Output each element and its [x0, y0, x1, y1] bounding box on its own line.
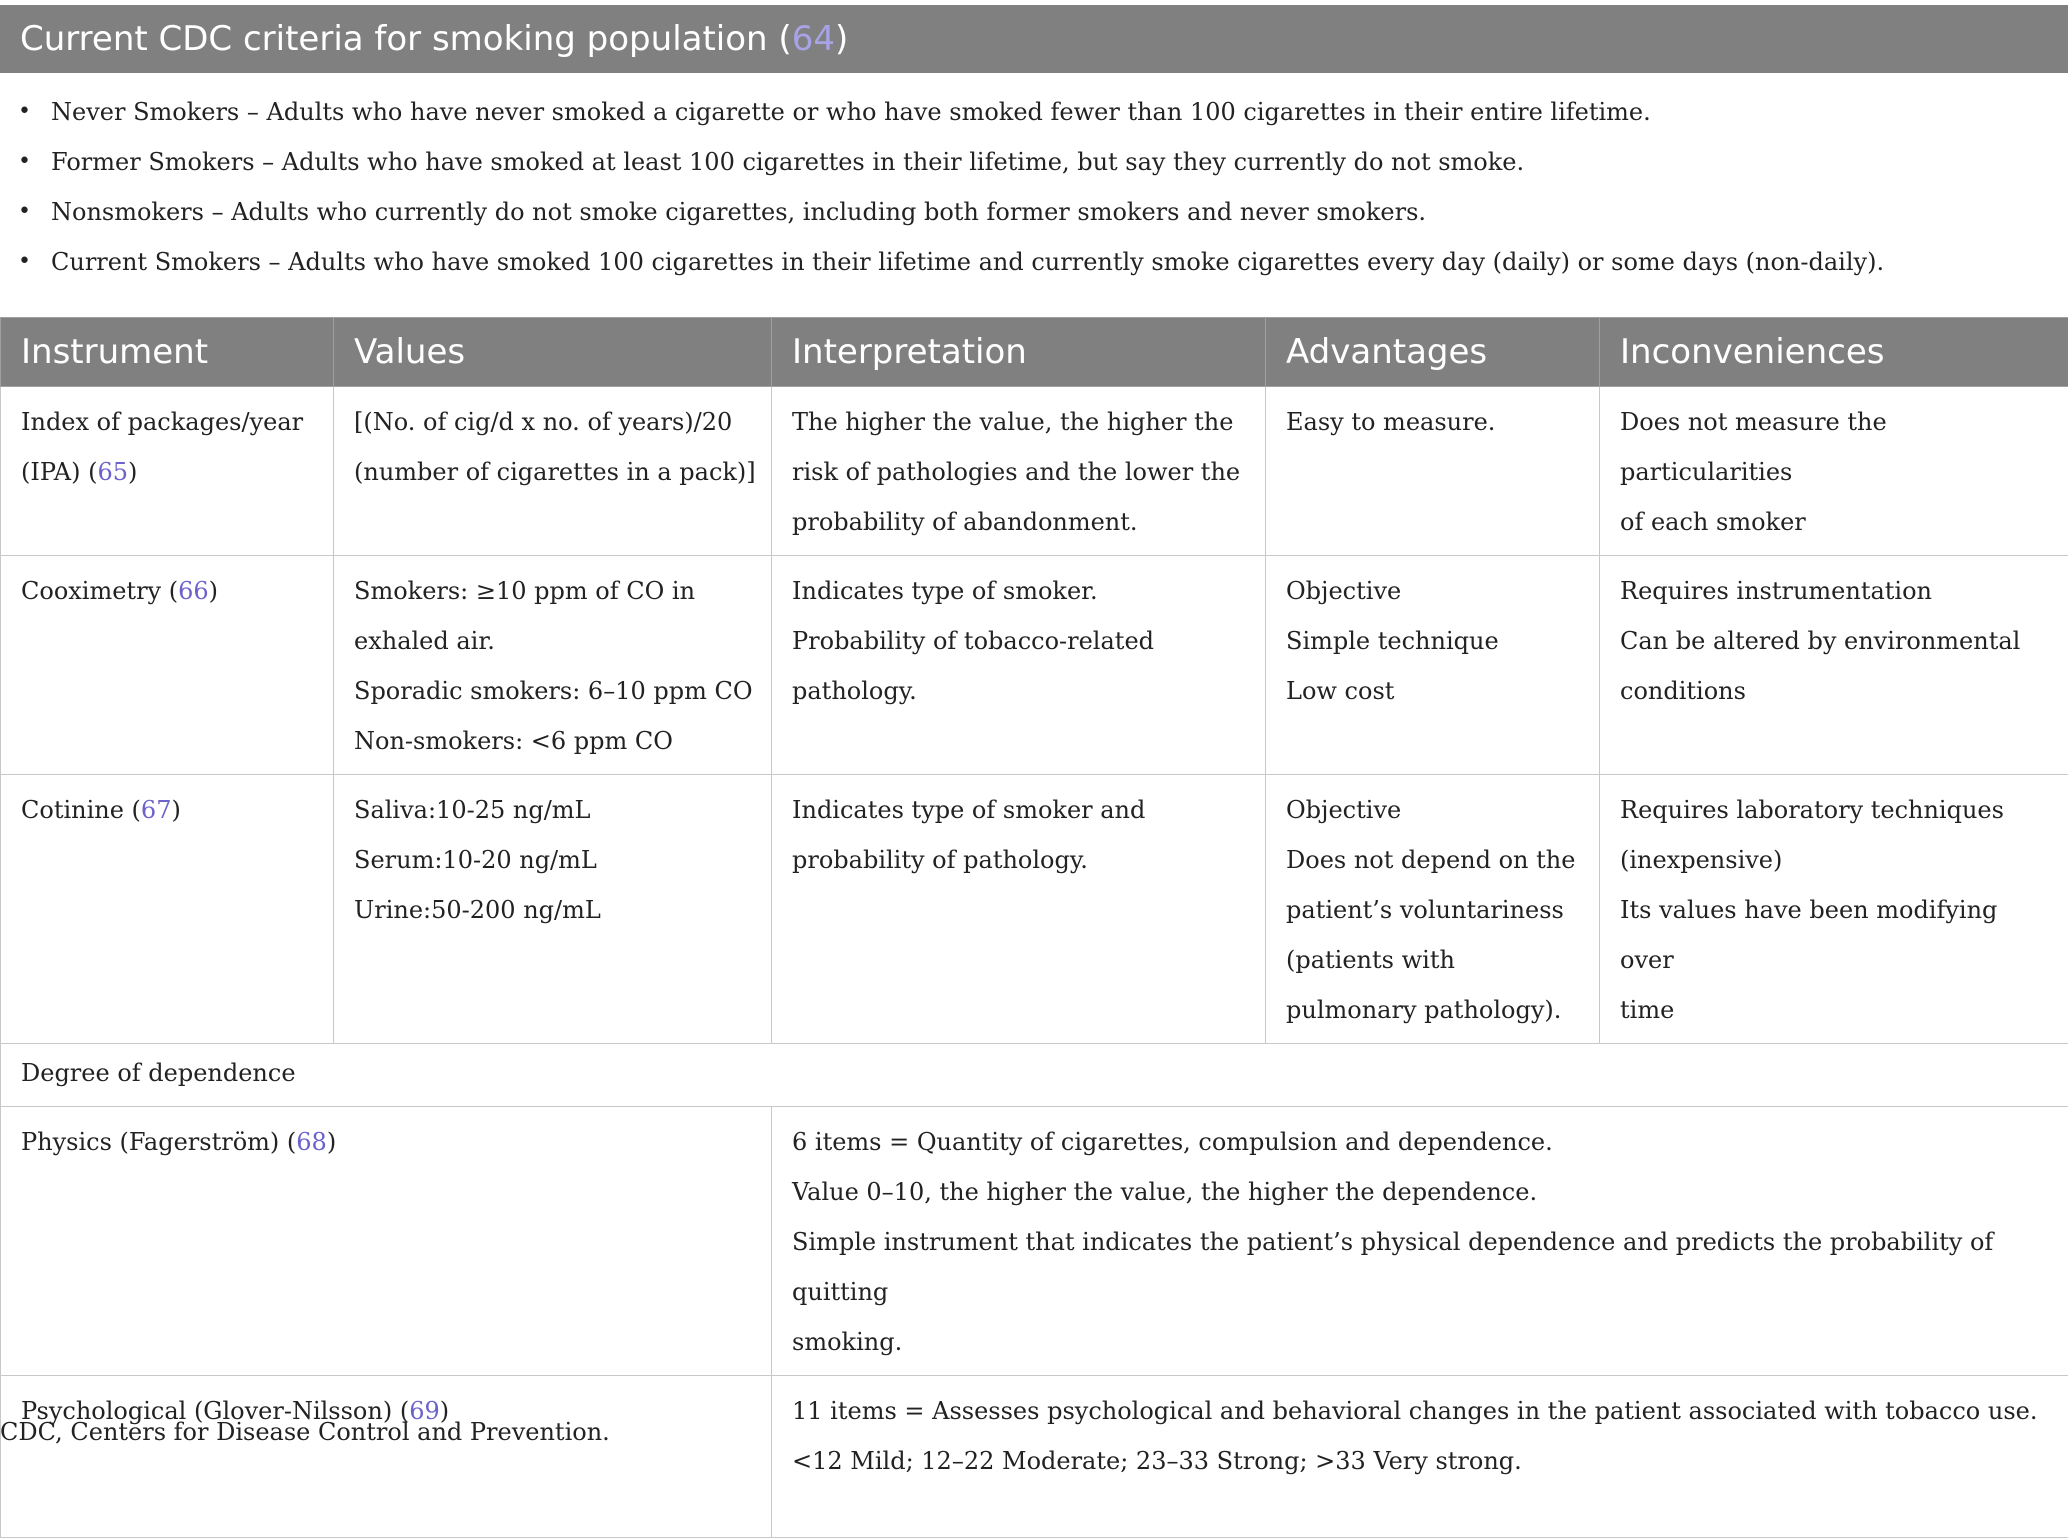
description-line: 11 items = Assesses psychological and behavioral changes in the patient associated with tobacco use.	[792, 1386, 2054, 1436]
cell-interpretation	[772, 556, 1266, 775]
cell-advantages	[1266, 556, 1600, 775]
values-line: Urine:50-200 ng/mL	[354, 885, 757, 935]
instrument-text: Physics (Fagerström) (	[21, 1128, 296, 1156]
inconveniences-line: Does not measure the particularities	[1620, 397, 2054, 497]
cell-interpretation	[772, 775, 1266, 1044]
advantages-line: Objective	[1286, 566, 1585, 616]
instrument-line	[21, 447, 319, 497]
table-header-row	[1, 318, 2068, 387]
interpretation-line: Indicates type of smoker.	[792, 566, 1251, 616]
values-line: Saliva:10-25 ng/mL	[354, 785, 757, 835]
interpretation-line: Probability of tobacco-related	[792, 616, 1251, 666]
ref-close: )	[128, 458, 137, 486]
instrument-text: Psychological (Glover-Nilsson) (	[21, 1397, 409, 1425]
advantages-line: Does not depend on the	[1286, 835, 1585, 885]
inconveniences-line: Requires laboratory techniques	[1620, 785, 2054, 835]
criteria-item-nonsmokers: • Nonsmokers – Adults who currently do not smoke cigarettes, including both former smokers and never smokers.	[0, 187, 2068, 237]
description-line: Value 0–10, the higher the value, the higher the dependence.	[792, 1167, 2054, 1217]
cell-interpretation	[772, 387, 1266, 556]
description-line: smoking.	[792, 1317, 2054, 1367]
table-row-ipa	[1, 387, 2068, 556]
cell-inconveniences	[1600, 387, 2068, 556]
instrument-text: (IPA) (	[21, 458, 97, 486]
inconveniences-line: of each smoker	[1620, 497, 2054, 547]
ref-close: )	[440, 1397, 449, 1425]
cell-description	[772, 1107, 2068, 1376]
interpretation-line: Indicates type of smoker and	[792, 785, 1251, 835]
table-row-fagerstrom	[1, 1107, 2068, 1376]
criteria-item-current-smokers: • Current Smokers – Adults who have smoked 100 cigarettes in their lifetime and currently smoke cigarettes every day (daily) or some days (non-daily).	[0, 237, 2068, 287]
advantages-line: (patients with	[1286, 935, 1585, 985]
table-row-cotinine	[1, 775, 2068, 1044]
criteria-title-close: )	[835, 19, 848, 59]
advantages-line: Objective	[1286, 785, 1585, 835]
description-line: Simple instrument that indicates the patient’s physical dependence and predicts the probability of quitting	[792, 1217, 2054, 1317]
cell-values	[334, 387, 772, 556]
cell-values	[334, 775, 772, 1044]
advantages-line: pulmonary pathology).	[1286, 985, 1585, 1035]
header-advantages: Advantages	[1266, 318, 1600, 387]
ref-link-65[interactable]: 65	[97, 458, 128, 486]
instrument-line	[21, 785, 319, 835]
cell-instrument	[1, 556, 334, 775]
cell-instrument	[1, 387, 334, 556]
values-line: Sporadic smokers: 6–10 ppm CO	[354, 666, 757, 716]
inconveniences-line: (inexpensive)	[1620, 835, 2054, 885]
advantages-line: Simple technique	[1286, 616, 1585, 666]
ref-link-66[interactable]: 66	[178, 577, 209, 605]
values-line: exhaled air.	[354, 616, 757, 666]
values-line: Smokers: ≥10 ppm of CO in	[354, 566, 757, 616]
values-line: (number of cigarettes in a pack)]	[354, 447, 757, 497]
advantages-line: patient’s voluntariness	[1286, 885, 1585, 935]
header-values: Values	[334, 318, 772, 387]
values-line: [(No. of cig/d x no. of years)/20	[354, 397, 757, 447]
cell-advantages	[1266, 387, 1600, 556]
instrument-line: Index of packages/year	[21, 397, 319, 447]
criteria-item-never-smokers: • Never Smokers – Adults who have never smoked a cigarette or who have smoked fewer than 100 cigarettes in their entire lifetime.	[0, 87, 2068, 137]
description-line: <12 Mild; 12–22 Moderate; 23–33 Strong; >33 Very strong.	[792, 1436, 2054, 1486]
values-line: Serum:10-20 ng/mL	[354, 835, 757, 885]
criteria-item-former-smokers: • Former Smokers – Adults who have smoked at least 100 cigarettes in their lifetime, but say they currently do not smoke.	[0, 137, 2068, 187]
table-row-section	[1, 1044, 2068, 1107]
header-instrument: Instrument	[1, 318, 334, 387]
cell-instrument	[1, 775, 334, 1044]
inconveniences-line: Requires instrumentation	[1620, 566, 2054, 616]
ref-link-67[interactable]: 67	[141, 796, 172, 824]
criteria-list	[0, 87, 2068, 287]
instruments-table	[0, 317, 2068, 1538]
header-inconveniences: Inconveniences	[1600, 318, 2068, 387]
interpretation-line: risk of pathologies and the lower the	[792, 447, 1251, 497]
ref-close: )	[327, 1128, 336, 1156]
cell-values	[334, 556, 772, 775]
advantages-line: Easy to measure.	[1286, 397, 1585, 447]
cell-advantages	[1266, 775, 1600, 1044]
section-label: Degree of dependence	[1, 1044, 2068, 1107]
ref-link-68[interactable]: 68	[296, 1128, 327, 1156]
interpretation-line: The higher the value, the higher the	[792, 397, 1251, 447]
instrument-line	[21, 1117, 757, 1167]
inconveniences-line: Its values have been modifying over	[1620, 885, 2054, 985]
inconveniences-line: Can be altered by environmental	[1620, 616, 2054, 666]
interpretation-line: pathology.	[792, 666, 1251, 716]
criteria-title: Current CDC criteria for smoking population (	[20, 19, 792, 59]
cell-instrument	[1, 1107, 772, 1376]
header-interpretation: Interpretation	[772, 318, 1266, 387]
inconveniences-line: time	[1620, 985, 2054, 1035]
instrument-text: Cooximetry (	[21, 577, 178, 605]
cell-inconveniences	[1600, 775, 2068, 1044]
instrument-text: Cotinine (	[21, 796, 141, 824]
criteria-ref-link[interactable]: 64	[792, 19, 835, 59]
advantages-line: Low cost	[1286, 666, 1585, 716]
table-row-cooximetry	[1, 556, 2068, 775]
ref-close: )	[171, 796, 180, 824]
criteria-title-bar	[0, 5, 2068, 73]
values-line: Non-smokers: <6 ppm CO	[354, 716, 757, 766]
interpretation-line: probability of pathology.	[792, 835, 1251, 885]
description-line: 6 items = Quantity of cigarettes, compulsion and dependence.	[792, 1117, 2054, 1167]
ref-close: )	[209, 577, 218, 605]
interpretation-line: probability of abandonment.	[792, 497, 1251, 547]
instrument-line	[21, 566, 319, 616]
ref-link-69[interactable]: 69	[409, 1397, 440, 1425]
inconveniences-line: conditions	[1620, 666, 2054, 716]
cell-inconveniences	[1600, 556, 2068, 775]
table-footnote: CDC, Centers for Disease Control and Prevention.	[0, 1412, 610, 1452]
